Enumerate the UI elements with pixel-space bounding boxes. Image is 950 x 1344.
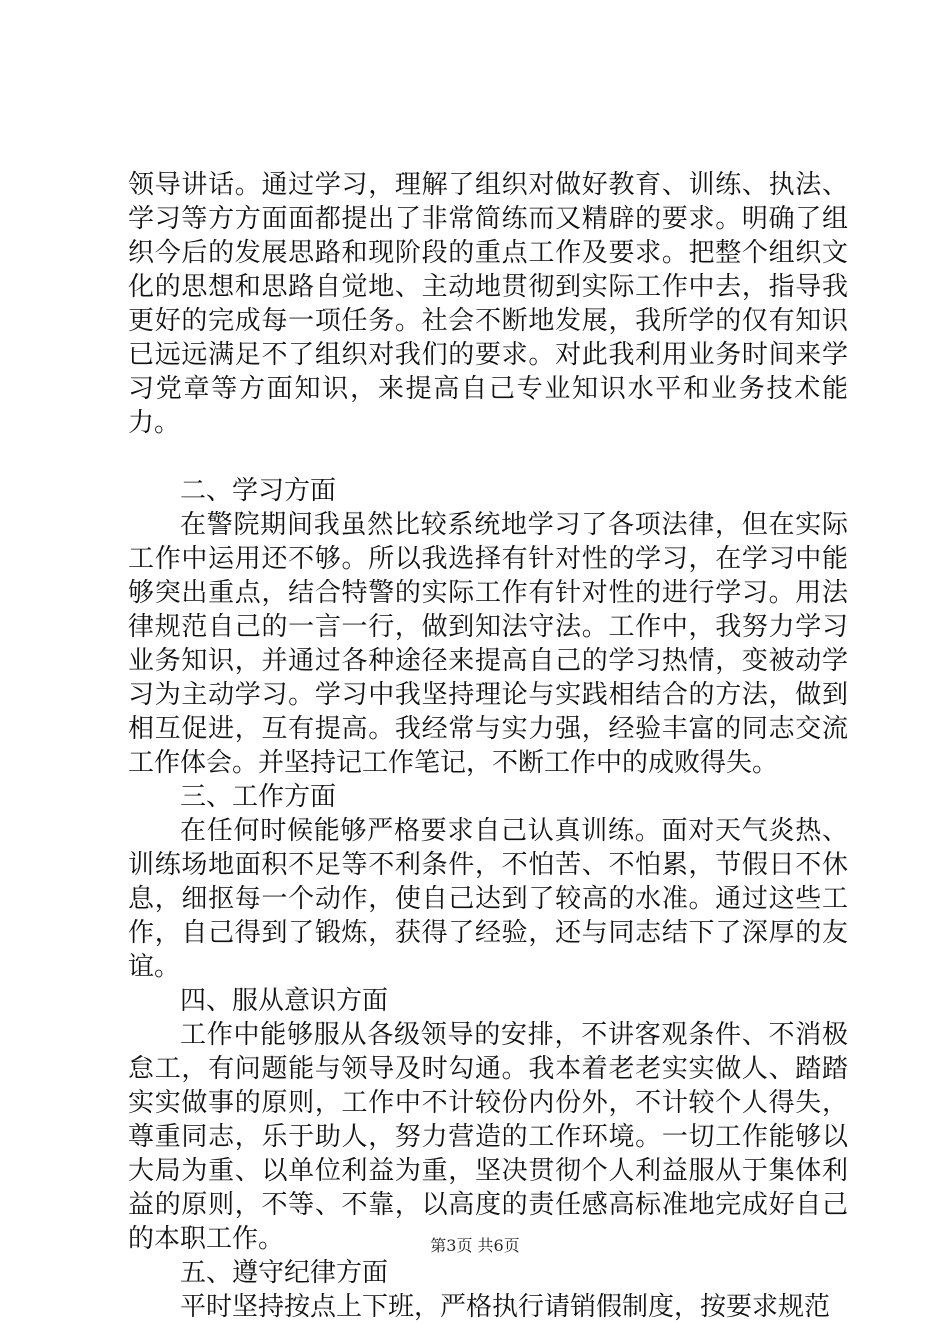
- section-heading-study: 二、学习方面: [180, 476, 337, 506]
- section-text-study: 在警院期间我虽然比较系统地学习了各项法律，但在实际工作中运用还不够。所以我选择有针对性的学习，在学习中能够突出重点，结合特警的实际工作有针对性的进行学习。用法律规范自己的一言一行，做到知法守法。工作中，我努力学习业务知识，并通过各种途径来提高自己的学习热情，变被动学习为主动学习。学习中我坚持理论与实践相结合的方法，做到相互促进，互有提高。我经常与实力强，经验丰富的同志交流工作体会。并坚持记工作笔记，不断工作中的成败得失。: [128, 510, 848, 778]
- section-text-discipline: 平时坚持按点上下班，严格执行请销假制度，按要求规范: [180, 1292, 831, 1322]
- section-text-work: 在任何时候能够严格要求自己认真训练。面对天气炎热、训练场地面积不足等不利条件，不怕苦、不怕累，节假日不休息，细抠每一个动作，使自己达到了较高的水准。通过这些工作，自己得到了锻炼，获得了经验，还与同志结下了深厚的友谊。: [128, 816, 848, 982]
- intro-paragraph: 领导讲话。通过学习，理解了组织对做好教育、训练、执法、学习等方方面面都提出了非常简练而又精辟的要求。明确了组织今后的发展思路和现阶段的重点工作及要求。把整个组织文化的思想和思路自觉地、主动地贯彻到实际工作中去，指导我更好的完成每一项任务。社会不断地发展，我所学的仅有知识已远远满足不了组织对我们的要求。对此我利用业务时间来学习党章等方面知识，来提高自己专业知识水平和业务技术能力。: [128, 170, 848, 438]
- paragraph-spacer: [128, 440, 848, 474]
- section-text-obedience: 工作中能够服从各级领导的安排，不讲客观条件、不消极怠工，有问题能与领导及时勾通。我本着老老实实做人、踏踏实实做事的原则，工作中不计较份内份外，不计较个人得失，尊重同志，乐于助人，努力营造的工作环境。一切工作能够以大局为重、以单位利益为重，坚决贯彻个人利益服从于集体利益的原则，不等、不靠，以高度的责任感高标准地完成好自己的本职工作。: [128, 1020, 848, 1254]
- section-heading-discipline: 五、遵守纪律方面: [180, 1258, 389, 1288]
- page-number-footer: 第3页 共6页: [430, 1236, 520, 1255]
- section-heading-obedience: 四、服从意识方面: [180, 986, 389, 1016]
- document-body: [128, 168, 848, 1324]
- section-heading-work: 三、工作方面: [180, 782, 337, 812]
